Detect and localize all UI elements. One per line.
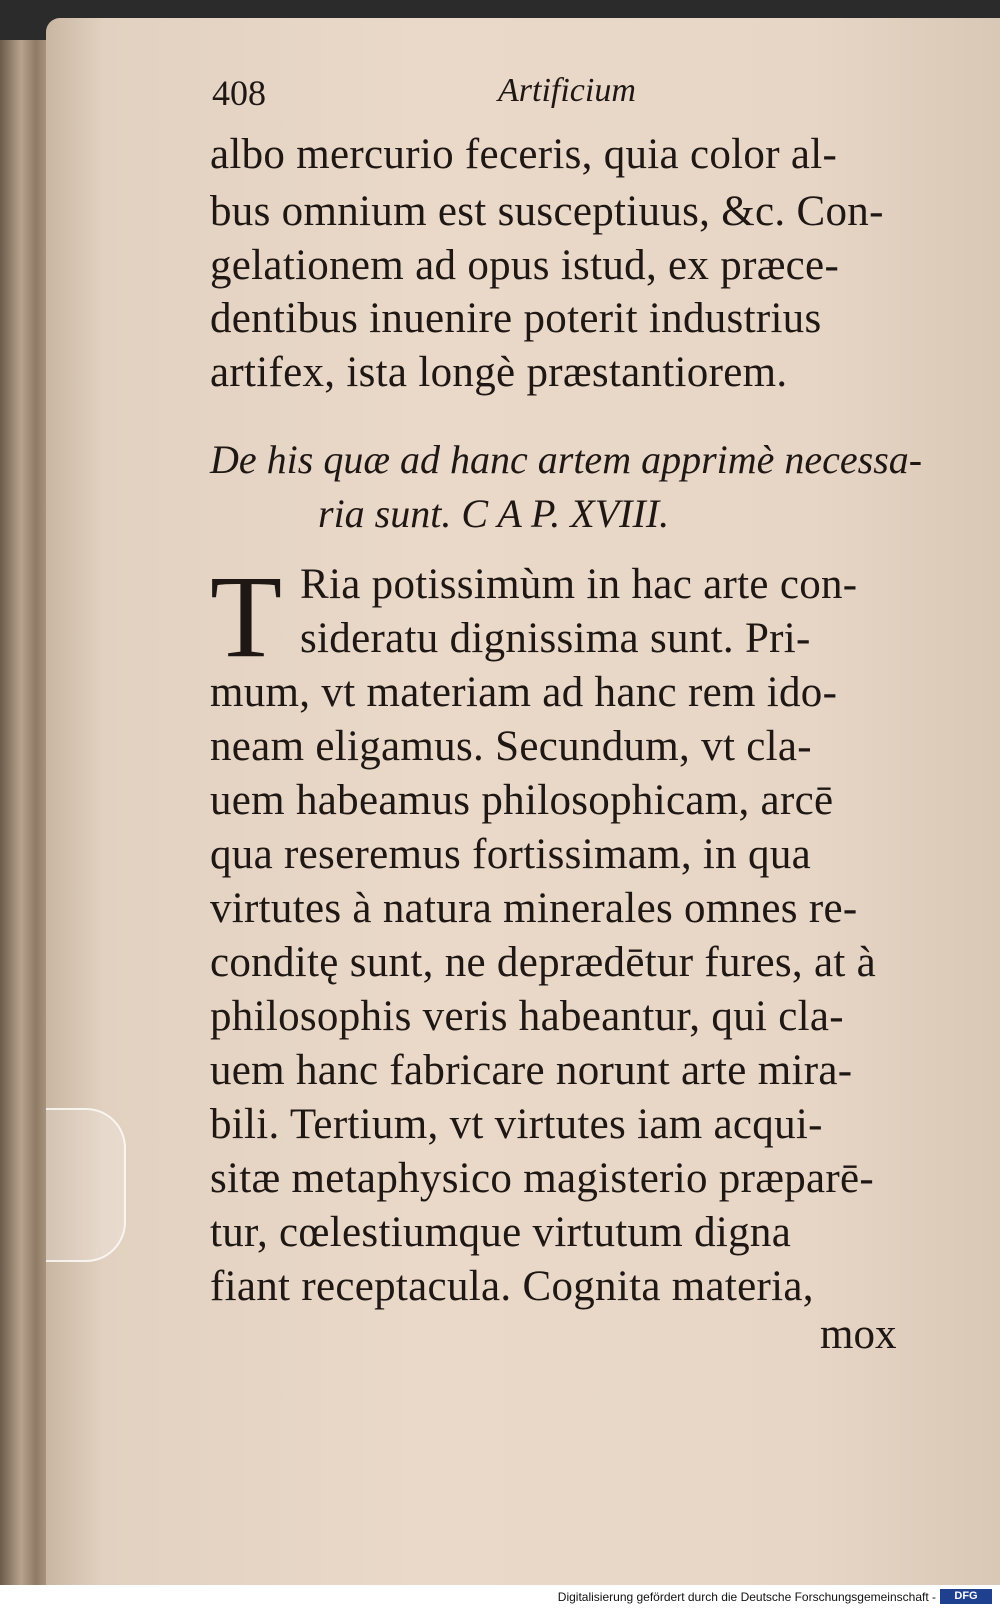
text-line: gelationem ad opus istud, ex præce- xyxy=(210,242,840,289)
drop-cap: T xyxy=(210,551,283,682)
text-line: sideratu dignissima sunt. Pri- xyxy=(300,615,811,662)
text-line: virtutes à natura minerales omnes re- xyxy=(210,885,858,932)
chapter-heading-line: ria sunt. C A P. XVIII. xyxy=(318,491,670,536)
page-number: 408 xyxy=(212,73,266,113)
dfg-logo: DFG xyxy=(940,1589,992,1604)
text-line: dentibus inuenire poterit industrius xyxy=(210,295,822,342)
text-line: bus omnium est susceptiuus, &c. Con- xyxy=(210,188,884,235)
text-line: mum, vt materiam ad hanc rem ido- xyxy=(210,669,838,716)
text-line: qua reseremus fortissimam, in qua xyxy=(210,831,812,878)
text-line: Ria potissimùm in hac arte con- xyxy=(300,561,858,608)
catchword: mox xyxy=(820,1311,897,1358)
chapter-heading-line: De his quæ ad hanc artem apprimè necessa- xyxy=(210,437,923,482)
text-line: uem hanc fabricare norunt arte mira- xyxy=(210,1047,853,1094)
text-line: tur, cœlestiumque virtutum digna xyxy=(210,1209,792,1256)
text-line: philosophis veris habeantur, qui cla- xyxy=(210,993,844,1040)
text-line: conditę sunt, ne deprædētur fures, at à xyxy=(210,939,877,986)
clip-marker xyxy=(46,1108,126,1262)
running-head: Artificium xyxy=(498,72,636,109)
footer-credit: Digitalisierung gefördert durch die Deutsche Forschungsgemeinschaft - xyxy=(557,1590,936,1604)
text-line: neam eligamus. Secundum, vt cla- xyxy=(210,723,812,770)
text-line: albo mercurio feceris, quia color al- xyxy=(210,131,838,178)
text-line: sitæ metaphysico magisterio præparē- xyxy=(210,1155,875,1202)
text-line: fiant receptacula. Cognita materia, xyxy=(210,1263,814,1310)
text-line: artifex, ista longè præstantiorem. xyxy=(210,349,788,396)
text-line: bili. Tertium, vt virtutes iam acqui- xyxy=(210,1101,823,1148)
digitization-footer xyxy=(0,1585,1000,1608)
text-line: uem habeamus philosophicam, arcē xyxy=(210,777,834,824)
